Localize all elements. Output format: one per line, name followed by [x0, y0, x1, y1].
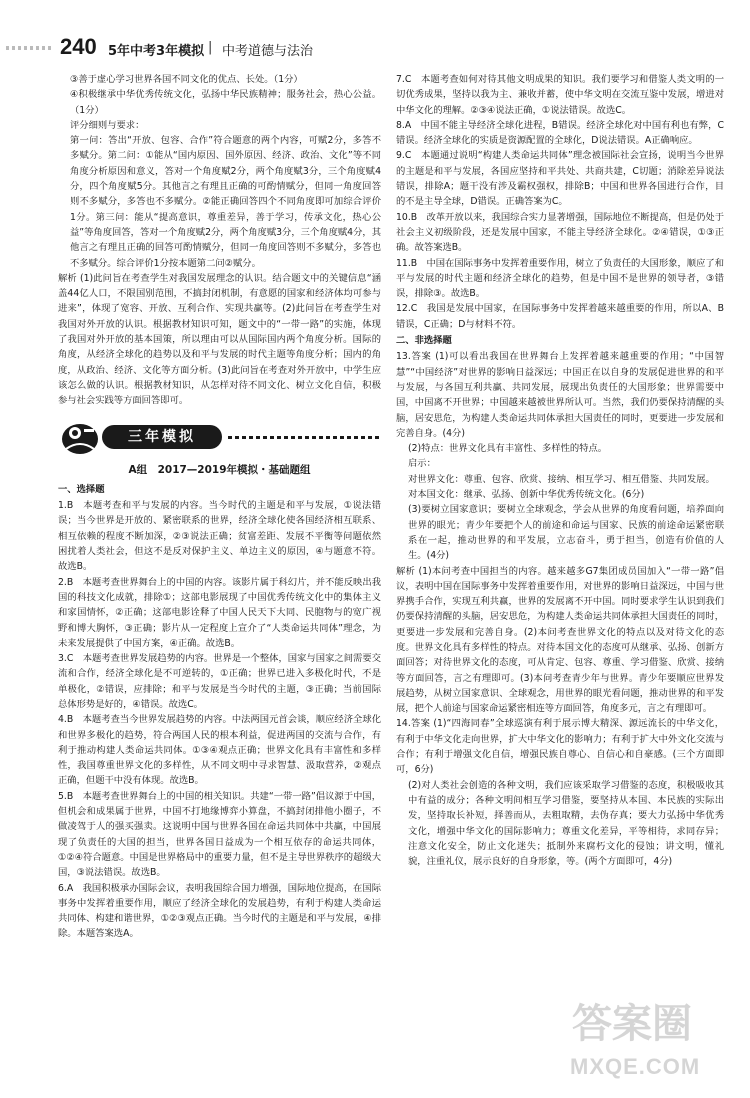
question-answer: 2.B 本题考查世界舞台上的中国的内容。该影片属于科幻片，并不能反映出我国的科技文化成就，排除①；这部电影展现了中国优秀传统文化中的集体主义和家国情怀，②正确；这部电影诠释了中国人民天下大同、民胞物与的宽广视野和博大胸怀，③正确；影片从一定程度上宣介了“人类命运共同体”理念，为未来发展提供了中国方案，④正确。故选B。	[58, 576, 381, 649]
answer-text: (2)对人类社会创造的各种文明，我们应该采取学习借鉴的态度，积极吸收其中有益的成分；各种文明间相互学习借鉴，要坚持从本国、本民族的实际出发，坚持取长补短，择善而从，去粗取精，去伪存真；要大力弘扬中华优秀文化，增强中华文化的国际影响力；尊重文化差异，平等相待，求同存异；注意文化安全，防止文化迷失；抵制外来腐朽文化的侵蚀；讲文明，懂礼貌，注重礼仪，展示良好的自身形象，等。(两个方面即可，4分)	[408, 779, 724, 868]
scoring-rules: 第一问：答出“开放、包容、合作”符合题意的两个内容，可赋2分，多答不多赋分。第二问：①能从“国内原因、国外原因、经济、政治、文化”等不同角度分析原因和意义，答对一个角度赋2分，两个角度赋3分，三个角度赋4分，四个角度赋5分。其他言之有理且正确的可酌情赋分，但同一角度回答则不多赋分，多答也不多赋分。②能正确回答四个不同角度即可加综合评价1分。第三问：能从“提高意识，尊重差异，善于学习，传承文化，热心公益”等角度回答，答对一个角度赋2分，两个角度赋3分，三个角度赋4分，其他言之有理且正确的回答可酌情赋分，但同一角度回答则不多赋分，多答也不多赋分。综合评价1分按本题第二问②赋分。	[70, 135, 381, 269]
subject-title: 中考道德与法治	[222, 44, 314, 59]
question-answer: 12.C 我国是发展中国家，在国际事务中发挥着越来越重要的作用，所以A、B错误，C正确；D与材料不符。	[396, 303, 724, 330]
scholar-icon	[60, 419, 100, 455]
question-answer: 1.B 本题考查和平与发展的内容。当今时代的主题是和平与发展，①说法错误；当今世界是开放的、紧密联系的世界，经济全球化使各国经济相互联系、相互依赖的程度不断加深，②③说法正确；贫富差距、发展不平衡等问题依然困扰着人类社会，但这不是反对保护主义、单边主义的原因，④与题意不符。故选B。	[58, 500, 381, 573]
section-banner	[58, 415, 381, 459]
banner-title: 三年模拟	[102, 425, 222, 449]
group-title: A组 2017—2019年模拟・基础题组	[128, 463, 311, 476]
question-answer: 5.B 本题考查世界舞台上的中国的相关知识。共建“一带一路”倡议源于中国，但机会和成果属于世界，中国不打地缘博弈小算盘，不搞封闭排他小圈子，不做凌驾于人的强买强卖。这说明中国与世界各国在命运共同体中共赢，中国展现了负责任的大国的担当，世界各国日益成为一个相互依存的命运共同体，①②④符合题意。中国是世界格局中的重要力量，但不是主导世界秩序的超级大国，③说法错误。故选B。	[58, 790, 381, 879]
question-answer: 9.C 本题通过说明“构建人类命运共同体”理念被国际社会宣扬，说明当今世界的主题是和平与发展，各国应坚持和平共处、共商共建，C切题；消除差异说法错误，排除A；题干没有涉及霸权强权，排除B；中国和世界各国进行合作，目的不是主导全球，D错误。正确答案为C。	[396, 150, 724, 208]
site-watermark	[562, 992, 732, 1084]
question-answer: 6.A 我国积极承办国际会议，表明我国综合国力增强，国际地位提高，在国际事务中发挥着重要作用，顺应了经济全球化的发展趋势，有利于构建人类命运共同体、构建和谐世界，①②③观点正确。当今时代的主题是和平与发展，④排除。本题答案选A。	[58, 882, 381, 940]
right-column	[396, 72, 724, 869]
answer-text: 对本国文化：继承、弘扬、创新中华优秀传统文化。(6分)	[408, 489, 645, 501]
header-separator: |	[208, 40, 213, 55]
page-header	[0, 0, 750, 62]
analysis-text: 解析 (1)本问考查中国担当的内容。越来越多G7集团成员国加入“一带一路”倡议，表明中国在国际事务中发挥着重要作用，对世界的影响日益深远，中国与世界携手合作，实现互利共赢，世界的发展离不开中国。同时要求学生认识到我们仍要保持清醒的头脑，居安思危，为构建人类命运共同体承担大国责任的同时，更要进一步发展和完善自身。(2)本问考查世界文化的特点以及对待文化的态度。世界文化具有多样性的特点。对待本国文化的态度可从继承、弘扬、创新方面回答；对待世界文化的态度，可从肯定、包容、尊重、学习借鉴、欣赏、接纳等方面回答，言之有理即可。(3)本问考查青少年与世界。青少年要顺应世界发展趋势，从树立国家意识、全球观念，用世界的眼光看问题，推动世界的和平发展，把个人前途与国家命运紧密相连等方面回答，角度多元，言之有理即可。	[396, 565, 724, 715]
scoring-heading: 评分细则与要求：	[70, 119, 145, 131]
question-answer: 11.B 中国在国际事务中发挥着重要作用，树立了负责任的大国形象，顺应了和平与发展的时代主题和经济全球化的趋势，但是中国不是世界的领导者，③错误，排除③。故选B。	[396, 257, 724, 300]
question-answer: 3.C 本题考查世界发展趋势的内容。世界是一个整体，国家与国家之间需要交流和合作，经济全球化是不可逆转的，①正确；世界已进入多极化时代，不是单极化，②错误，应排除；和平与发展是当今时代的主题，③正确；当前国际总体形势是好的，④错误。故选C。	[58, 653, 381, 710]
answer-text: (2)特点：世界文化具有丰富性、多样性的特点。	[408, 443, 608, 455]
banner-dotted-rule	[228, 436, 381, 439]
book-series-title: 5年中考3年模拟	[108, 44, 205, 59]
answer-text: ③善于虚心学习世界各国不同文化的优点、长处。（1分）	[70, 74, 303, 85]
answer-text: ④积极继承中华优秀传统文化，弘扬中华民族精神；服务社会，热心公益。（1分）	[70, 89, 381, 116]
answer-text: (3)要树立国家意识；要树立全球观念，学会从世界的角度看问题，培养面向世界的眼光；青少年要把个人的前途和命运与国家、民族的前途命运紧密联系在一起，推动世界的和平发展，立志奋斗，勇于担当，创造有价值的人生。(4分)	[408, 504, 724, 562]
question-answer: 4.B 本题考查当今世界发展趋势的内容。中法两国元首会谈，顺应经济全球化和世界多极化的趋势，符合两国人民的根本利益，促进两国的交流与合作，有利于推动构建人类命运共同体。①③④观点正确；世界文化具有丰富性和多样性，我国尊重世界文化的多样性，从不同文明中寻求智慧、汲取营养，②观点正确，但题干中没有体现。故选B。	[58, 714, 381, 787]
answer-text: 14.答案 (1)“四海同春”全球巡演有利于展示博大精深、源远流长的中华文化，有利于中华文化走向世界，扩大中华文化的影响力；有利于扩大中外文化交流与合作；有利于增强文化自信，增强民族自尊心、自信心和自豪感。(三个方面即可，6分)	[396, 718, 724, 776]
question-answer: 10.B 改革开放以来，我国综合实力显著增强，国际地位不断提高，但是仍处于社会主义初级阶段，还是发展中国家，不能主导经济全球化。②④错误，①③正确。故答案选B。	[396, 211, 724, 254]
scan-mark	[6, 46, 54, 50]
section-heading: 一、选择题	[58, 483, 105, 495]
left-column	[58, 72, 381, 942]
analysis-text: 解析 (1)此问旨在考查学生对我国发展理念的认识。结合题文中的关键信息“涵盖44亿人口，不限国别范围，不搞封闭机制，有意愿的国家和经济体均可参与进来”，体现了宽容、开放、互利合作、实现共赢等。(2)此问旨在考查学生对我国对外开放的认识。根据教材知识可知，题文中的“一带一路”的实施，体现了我国对外开放的基本国策，所以理由可以从国际国内两个角度分析。国际的角度，从经济全球化的趋势以及和平与发展的时代主题等角度分析；国内的角度，从政治、经济、文化等方面分析。(3)此问旨在考查对外开放中，中学生应该怎么做的认识。根据教材知识，从怎样对待不同文化、树立文化自信，积极参与社会实践等方面回答即可。	[58, 272, 381, 407]
answer-text: 13.答案 (1)可以看出我国在世界舞台上发挥着越来越重要的作用；“中国智慧”“中国经济”对世界的影响日益深远；中国正在以自身的发展促进世界的和平与发展，与各国互利共赢、共同发展，展现出负责任的大国形象；世界需要中国，中国离不开世界；中国越来越被世界所认可。当然，我们仍要保持清醒的头脑，居安思危，为构建人类命运共同体承担大国责任的同时，更要进一步发展和完善自身。(4分)	[396, 351, 724, 439]
answer-text: 对世界文化：尊重、包容、欣赏、接纳、相互学习、相互借鉴、共同发展。	[408, 473, 715, 485]
watermark-logo-text: 答案圈	[572, 1001, 692, 1047]
page-number: 240	[60, 34, 97, 59]
question-answer: 8.A 中国不能主导经济全球化进程，B错误。经济全球化对中国有利也有弊，C错误。经济全球化的实质是资源配置的全球化，D说法错误。A正确响应。	[396, 119, 724, 147]
question-answer: 7.C 本题考查如何对待其他文明成果的知识。我们要学习和借鉴人类文明的一切优秀成果，坚持以我为主、兼收并蓄，使中华文明在交流互鉴中发展，增进对中华文化的理解。②③④说法正确，①说法错误。故选C。	[396, 74, 724, 116]
watermark-url: MXQE.COM	[570, 1054, 701, 1079]
answer-text: 启示：	[408, 458, 436, 470]
section-heading: 二、非选择题	[396, 335, 452, 347]
